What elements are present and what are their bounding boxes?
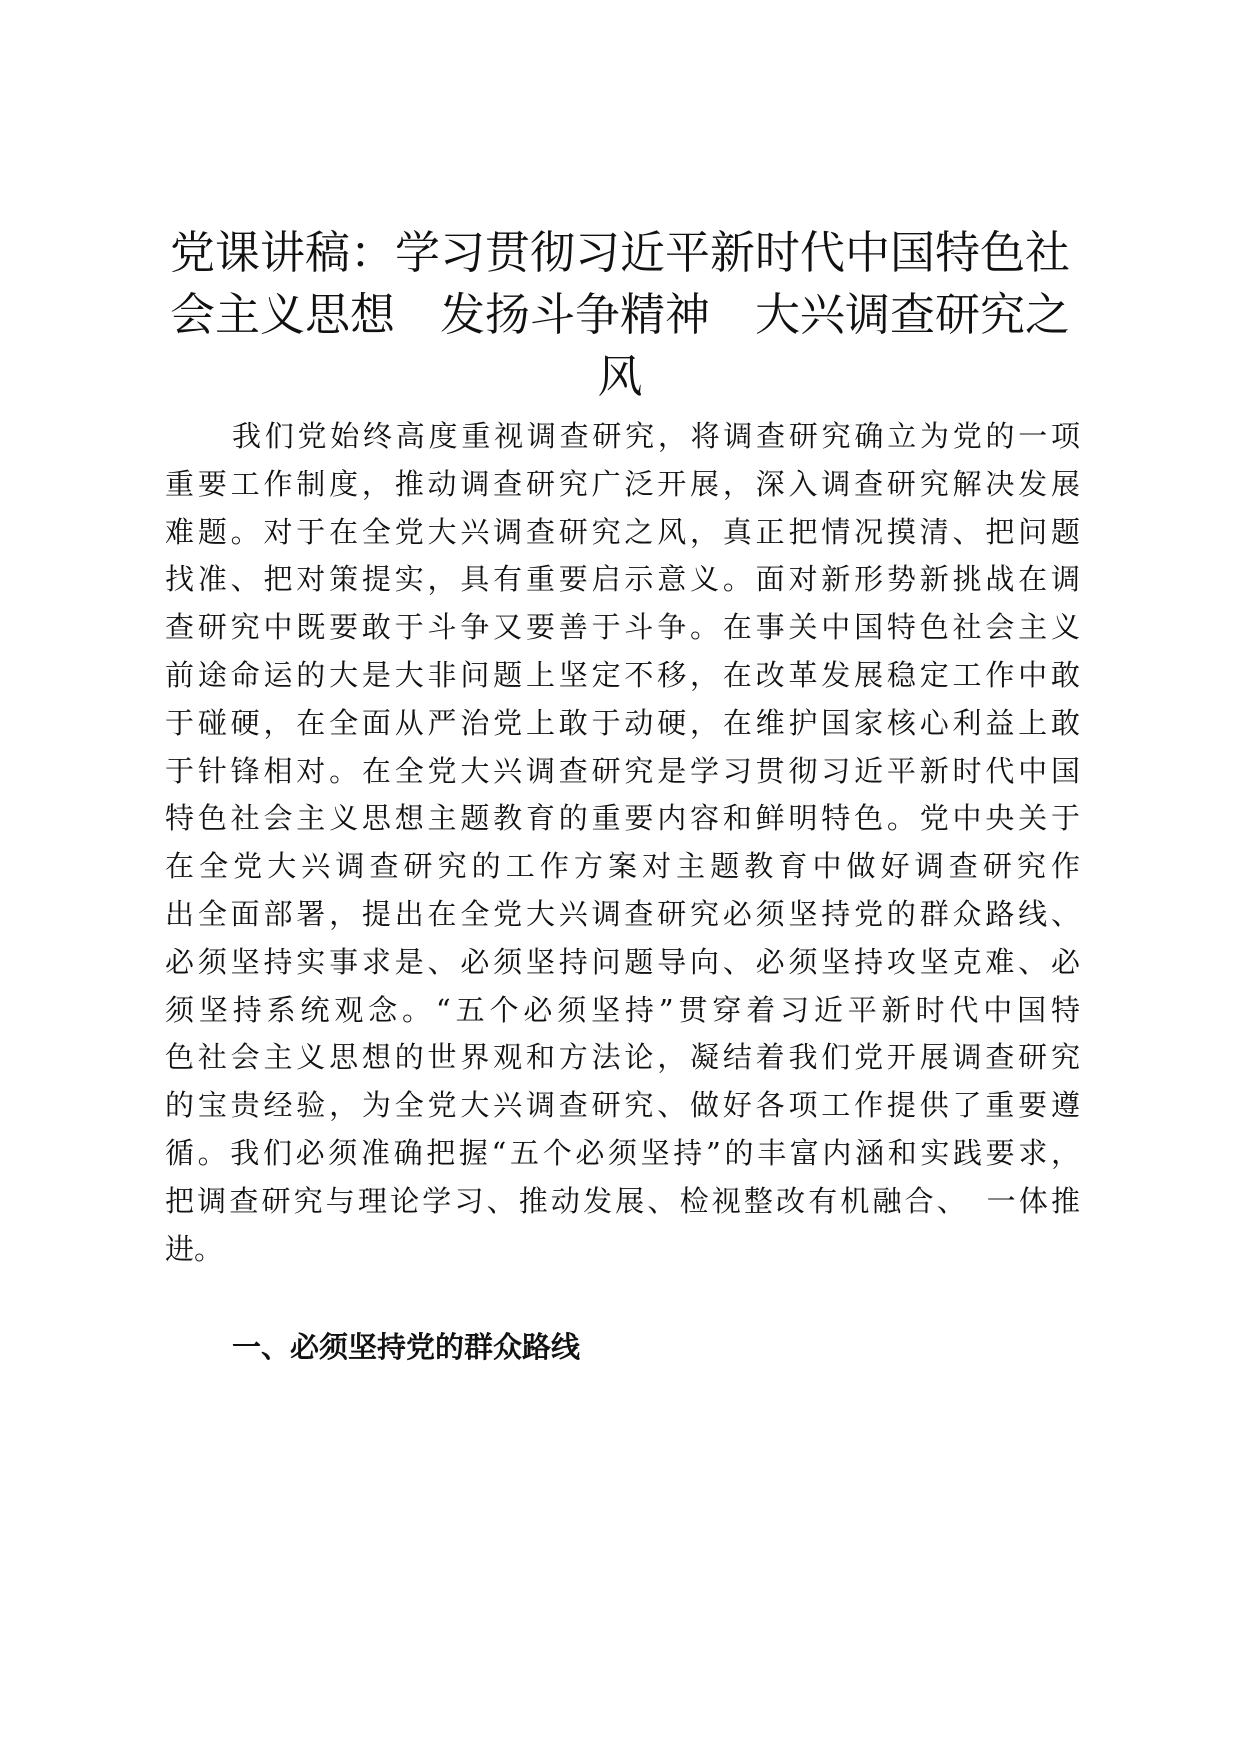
- title-line: 党课讲稿：学习贯彻习近平新时代中国特色社: [169, 226, 1070, 279]
- title-line: 会主义思想 发扬斗争精神 大兴调查研究之: [169, 288, 1070, 341]
- paragraph-line: 于碰硬，在全面从严治党上敢于动硬，在维护国家核心利益上敢: [165, 705, 1080, 740]
- body-paragraph: [165, 413, 1080, 1273]
- paragraph-line: 循。我们必须准确把握“五个必须坚持”的丰富内涵和实践要求，: [165, 1135, 1080, 1170]
- paragraph-line: 须坚持系统观念。“五个必须坚持”贯穿着习近平新时代中国特: [165, 992, 1080, 1027]
- document-title: [160, 222, 1080, 408]
- paragraph-line: 出全面部署，提出在全党大兴调查研究必须坚持党的群众路线、: [165, 896, 1080, 931]
- paragraph-line: 必须坚持实事求是、必须坚持问题导向、必须坚持攻坚克难、必: [165, 944, 1080, 979]
- section-heading: 一、必须坚持党的群众路线: [232, 1330, 581, 1364]
- paragraph-line: 重要工作制度，推动调查研究广泛开展，深入调查研究解决发展: [165, 466, 1080, 501]
- paragraph-line: 我们党始终高度重视调查研究，将调查研究确立为党的一项: [232, 419, 1080, 453]
- paragraph-line: 把调查研究与理论学习、推动发展、检视整改有机融合、 一体推: [165, 1183, 1080, 1218]
- paragraph-line: 进。: [165, 1231, 224, 1266]
- paragraph-line: 难题。对于在全党大兴调查研究之风，真正把情况摸清、把问题: [165, 514, 1080, 549]
- paragraph-line: 在全党大兴调查研究的工作方案对主题教育中做好调查研究作: [165, 849, 1080, 884]
- paragraph-line: 色社会主义思想的世界观和方法论，凝结着我们党开展调查研究: [165, 1040, 1080, 1075]
- paragraph-line: 前途命运的大是大非问题上坚定不移，在改革发展稳定工作中敢: [165, 657, 1080, 692]
- paragraph-line: 特色社会主义思想主题教育的重要内容和鲜明特色。党中央关于: [165, 801, 1080, 836]
- paragraph-line: 找准、把对策提实，具有重要启示意义。面对新形势新挑战在调: [165, 562, 1080, 597]
- paragraph-line: 查研究中既要敢于斗争又要善于斗争。在事关中国特色社会主义: [165, 610, 1080, 645]
- paragraph-line: 的宝贵经验，为全党大兴调查研究、做好各项工作提供了重要遵: [165, 1088, 1080, 1123]
- title-line: 风: [597, 350, 643, 403]
- paragraph-line: 于针锋相对。在全党大兴调查研究是学习贯彻习近平新时代中国: [165, 753, 1080, 788]
